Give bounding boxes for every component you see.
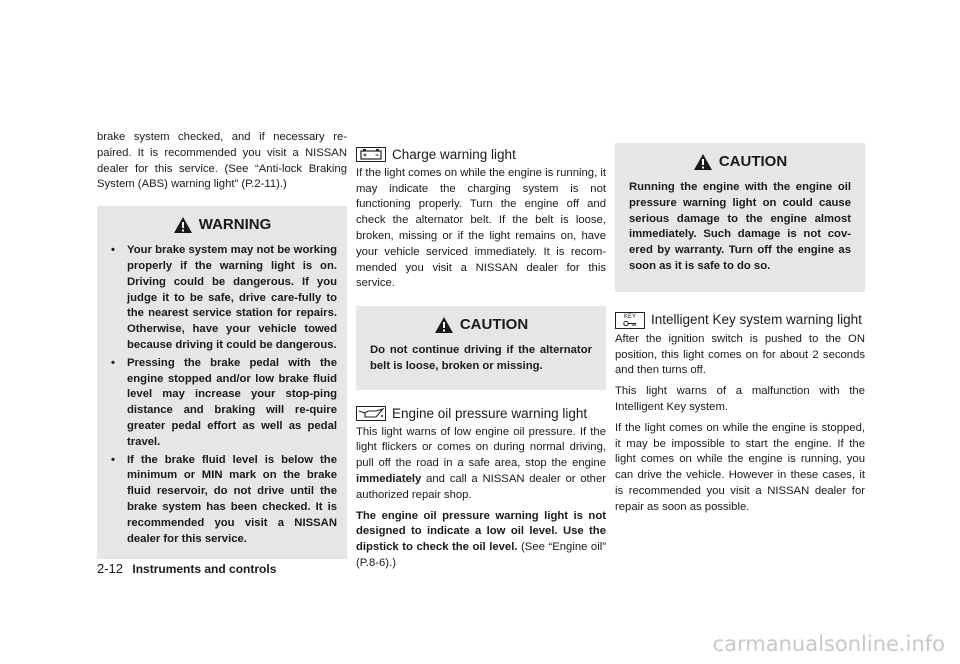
key-paragraph: If the light comes on while the engine is stopped, it may be impossible to start the engine. If the light comes on while the engine is running, you can drive the vehicle. However in these cases, it is recommended you visit a NISSAN dealer for repair as soon as possible.	[615, 421, 865, 513]
warning-item: • Your brake system may not be working properly if the warning light is on. Driving could be dangerous. If you judge it to be safe, drive care-fully to the nearest service station for repairs. Otherwise, have your vehicle towed because driving it could be dangerous.	[107, 243, 337, 354]
oil-heading	[356, 406, 606, 422]
key-paragraph: After the ignition switch is pushed to the ON position, this light comes on for about 2 seconds and then turns off.	[615, 332, 865, 377]
caution-title-text: CAUTION	[459, 316, 529, 334]
battery-icon	[356, 147, 386, 162]
column-3	[615, 143, 865, 521]
warning-triangle-icon	[434, 316, 454, 334]
key-icon	[615, 312, 645, 329]
oil-heading-text: Engine oil pressure warning light	[392, 405, 588, 421]
oil-caution-box	[615, 143, 865, 292]
warning-title	[107, 216, 337, 234]
page-number: 2-12	[97, 561, 124, 576]
caution-title	[366, 316, 596, 334]
caution-title	[625, 153, 855, 171]
warning-triangle-icon	[693, 153, 713, 171]
charge-heading-text: Charge warning light	[392, 147, 516, 162]
column-1	[97, 130, 347, 559]
key-paragraph: This light warns of a malfunction with the Intelligent Key system.	[615, 385, 865, 413]
oil-p2-bold: The engine oil pressure warning light is not designed to indicate a low oil level. Use the dipstick to check the oil level.	[356, 509, 606, 554]
oil-paragraph-1	[356, 425, 606, 504]
caution-text: Do not continue driving if the alternator belt is loose, broken or missing.	[370, 344, 592, 372]
column-2	[356, 147, 606, 577]
key-icon-label: KEY	[623, 313, 636, 320]
oil-p2-rest: (See “Engine oil” (P.8-6).)	[356, 541, 606, 569]
charge-heading	[356, 147, 606, 163]
warning-list	[107, 243, 337, 547]
caution-title-text: CAUTION	[718, 153, 788, 171]
warning-item: • Pressing the brake pedal with the engine stopped and/or low brake fluid level may increase your stop-ping distance and braking will re-quire greater pedal effort as well as pedal travel.	[107, 356, 337, 451]
warning-item: • If the brake fluid level is below the minimum or MIN mark on the brake fluid reservoir, do not drive until the brake system has been checked. It is recommended you visit a NISSAN dealer for this service.	[107, 453, 337, 548]
warning-title-text: WARNING	[198, 216, 272, 234]
oil-p1-text-a: This light warns of low engine oil pressure. If the light flickers or comes on during normal driving, pull off the road in a safe area, stop the engine	[356, 425, 606, 470]
page-footer	[97, 561, 276, 576]
oil-p1-bold: immediately	[356, 472, 422, 485]
charge-paragraph: If the light comes on while the engine is running, it may indicate the charging system is not functioning properly. Turn the engine off and check the alternator belt. If the belt is loose, broken, missing or if the light remains on, have your vehicle serviced immediately. It is recom-mended you visit a NISSAN dealer for this service.	[356, 166, 606, 290]
charge-caution-box	[356, 306, 606, 390]
oil-p1-text-b: and call a NISSAN dealer or other authorized repair shop.	[356, 472, 606, 501]
oil-paragraph-2	[356, 509, 606, 572]
watermark: carmanualsonline.info	[712, 632, 945, 656]
key-heading	[615, 312, 865, 329]
oil-can-icon	[356, 406, 386, 421]
key-heading-text: Intelligent Key system warning light	[651, 312, 862, 328]
section-title: Instruments and controls	[132, 562, 277, 576]
warning-triangle-icon	[173, 216, 193, 234]
warning-box	[97, 206, 347, 559]
caution-text: Running the engine with the engine oil pressure warning light on could cause serious damage to the engine almost immediately. Such damage is not cov-ered by warranty. Turn off the engine as soon as it is safe to do so.	[629, 181, 851, 272]
intro-paragraph: brake system checked, and if necessary re-paired. It is recommended you visit a NISSAN dealer for this service. (See “Anti-lock Braking System (ABS) warning light” (P.2-11).)	[97, 131, 347, 191]
